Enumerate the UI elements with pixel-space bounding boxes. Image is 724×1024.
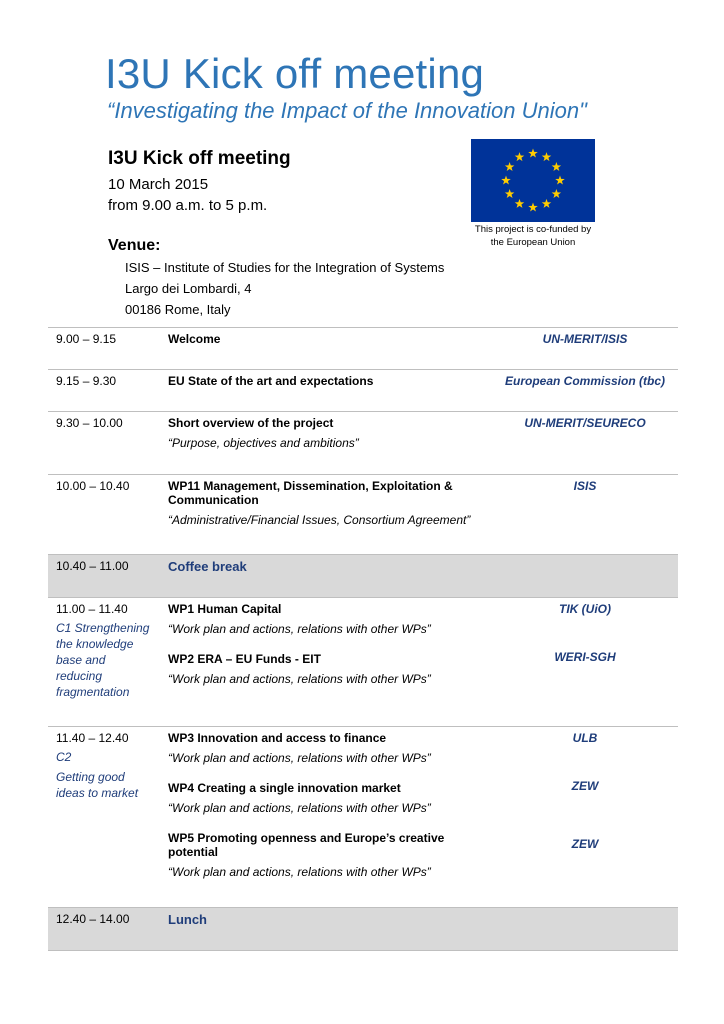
meeting-time: from 9.00 a.m. to 5 p.m. [108, 197, 268, 214]
cluster-line: C2 [56, 750, 72, 764]
agenda-row [48, 475, 678, 555]
agenda-title: WP11 Management, Dissemination, Exploitation & Communication [168, 479, 453, 507]
cluster-label [56, 620, 152, 700]
agenda-subtitle: “Work plan and actions, relations with other WPs” [168, 801, 431, 815]
cluster-line: fragmentation [56, 685, 130, 699]
agenda-organisation: ZEW [571, 837, 599, 851]
cluster-line: the knowledge [56, 637, 134, 651]
meeting-date: 10 March 2015 [108, 176, 209, 193]
eu-funding-caption [464, 223, 602, 249]
agenda-organisation: ZEW [571, 779, 599, 793]
agenda-title: WP3 Innovation and access to finance [168, 731, 387, 745]
meeting-title: I3U Kick off meeting [108, 148, 291, 169]
venue-line: 00186 Rome, Italy [125, 302, 231, 317]
venue-label: Venue: [108, 237, 161, 254]
agenda-organisation: UN-MERIT/ISIS [542, 332, 628, 346]
agenda-row [48, 370, 678, 412]
agenda-time: 11.00 – 11.40 [56, 602, 128, 616]
agenda-title: WP4 Creating a single innovation market [168, 781, 401, 795]
agenda-time: 9.15 – 9.30 [56, 374, 117, 388]
agenda-row-break [48, 908, 678, 951]
venue-line: ISIS – Institute of Studies for the Integration of Systems [125, 260, 445, 275]
meeting-info [108, 148, 291, 216]
cluster-line: reducing [56, 669, 103, 683]
venue-line: Largo dei Lombardi, 4 [125, 281, 252, 296]
agenda-subtitle: “Work plan and actions, relations with other WPs” [168, 751, 431, 765]
agenda-title: WP1 Human Capital [168, 602, 282, 616]
agenda-time: 12.40 – 14.00 [56, 912, 130, 926]
agenda-time: 10.40 – 11.00 [56, 559, 129, 573]
agenda-table [48, 327, 678, 951]
agenda-title: WP5 Promoting openness and Europe’s creative potential [168, 831, 445, 859]
agenda-title: WP2 ERA – EU Funds - EIT [168, 652, 321, 666]
coffee-break-label: Coffee break [168, 559, 247, 574]
eu-caption-line: the European Union [490, 237, 576, 248]
cluster-line: ideas to market [56, 786, 139, 800]
page-title: I3U Kick off meeting [105, 50, 485, 97]
agenda-row [48, 727, 678, 908]
lunch-label: Lunch [168, 912, 207, 927]
agenda-organisation: European Commission (tbc) [504, 374, 665, 388]
agenda-organisation: UN-MERIT/SEURECO [524, 416, 646, 430]
cluster-line: base and [56, 653, 106, 667]
agenda-subtitle: “Purpose, objectives and ambitions” [168, 436, 359, 450]
venue-address [125, 257, 444, 320]
agenda-time: 10.00 – 10.40 [56, 479, 130, 493]
page-subtitle: “Investigating the Impact of the Innovation Union" [107, 98, 587, 123]
agenda-organisation: TIK (UiO) [559, 602, 611, 616]
agenda-title: Welcome [168, 332, 221, 346]
cluster-label [56, 749, 152, 801]
cluster-line: Getting good [56, 770, 125, 784]
agenda-subtitle: “Work plan and actions, relations with other WPs” [168, 622, 431, 636]
agenda-row [48, 598, 678, 727]
agenda-subtitle: “Work plan and actions, relations with other WPs” [168, 865, 431, 879]
agenda-subtitle: “Work plan and actions, relations with other WPs” [168, 672, 431, 686]
eu-caption-line: This project is co-funded by [474, 224, 592, 235]
agenda-row [48, 412, 678, 475]
cluster-line: C1 Strengthening [56, 621, 150, 635]
agenda-organisation: ISIS [573, 479, 597, 493]
agenda-title: Short overview of the project [168, 416, 334, 430]
agenda-time: 9.00 – 9.15 [56, 332, 117, 346]
agenda-time: 11.40 – 12.40 [56, 731, 129, 745]
agenda-row-break [48, 555, 678, 598]
agenda-organisation: ULB [572, 731, 598, 745]
agenda-organisation: WERI-SGH [554, 650, 616, 664]
agenda-row [48, 328, 678, 370]
agenda-title: EU State of the art and expectations [168, 374, 374, 388]
eu-flag-icon [471, 139, 595, 222]
agenda-subtitle: “Administrative/Financial Issues, Consortium Agreement” [168, 513, 471, 527]
agenda-time: 9.30 – 10.00 [56, 416, 123, 430]
